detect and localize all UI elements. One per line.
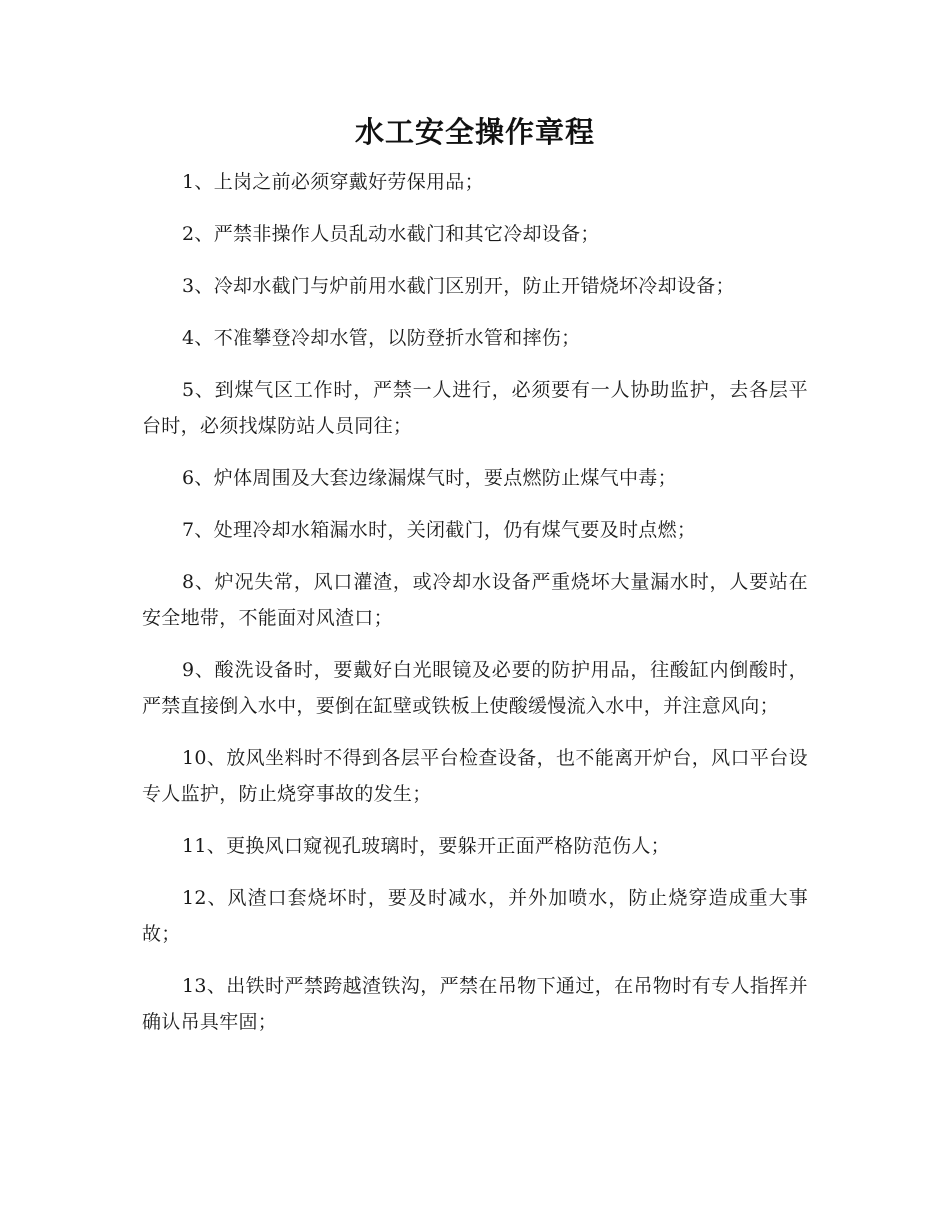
- rule-item-2: 2、严禁非操作人员乱动水截门和其它冷却设备；: [182, 223, 600, 245]
- rule-item-11: 11、更换风口窥视孔玻璃时，要躲开正面严格防范伤人；: [182, 835, 670, 857]
- rule-item-8: 8、炉况失常，风口灌渣，或冷却水设备严重烧坏大量漏水时，人要站在安全地带，不能面对风渣口；: [142, 571, 808, 629]
- document-body: [142, 164, 808, 1056]
- rule-item-6: 6、炉体周围及大套边缘漏煤气时，要点燃防止煤气中毒；: [182, 467, 677, 489]
- rule-item-4: 4、不准攀登冷却水管，以防登折水管和摔伤；: [182, 327, 581, 349]
- rule-item-1: 1、上岗之前必须穿戴好劳保用品；: [182, 171, 484, 193]
- rule-item-5: 5、到煤气区工作时，严禁一人进行，必须要有一人协助监护，去各层平台时，必须找煤防站人员同往；: [142, 379, 808, 437]
- rule-item-7: 7、处理冷却水箱漏水时，关闭截门，仍有煤气要及时点燃；: [182, 519, 697, 541]
- document-title: 水工安全操作章程: [354, 115, 595, 149]
- rule-item-9: 9、酸洗设备时，要戴好白光眼镜及必要的防护用品，往酸缸内倒酸时，严禁直接倒入水中，要倒在缸壁或铁板上使酸缓慢流入水中，并注意风向；: [142, 659, 808, 717]
- rule-item-10: 10、放风坐料时不得到各层平台检查设备，也不能离开炉台，风口平台设专人监护，防止烧穿事故的发生；: [142, 747, 808, 805]
- rule-item-12: 12、风渣口套烧坏时，要及时减水，并外加喷水，防止烧穿造成重大事故；: [142, 887, 808, 945]
- rule-item-3: 3、冷却水截门与炉前用水截门区别开，防止开错烧坏冷却设备；: [182, 275, 735, 297]
- rule-item-13: 13、出铁时严禁跨越渣铁沟，严禁在吊物下通过，在吊物时有专人指挥并确认吊具牢固；: [142, 975, 808, 1033]
